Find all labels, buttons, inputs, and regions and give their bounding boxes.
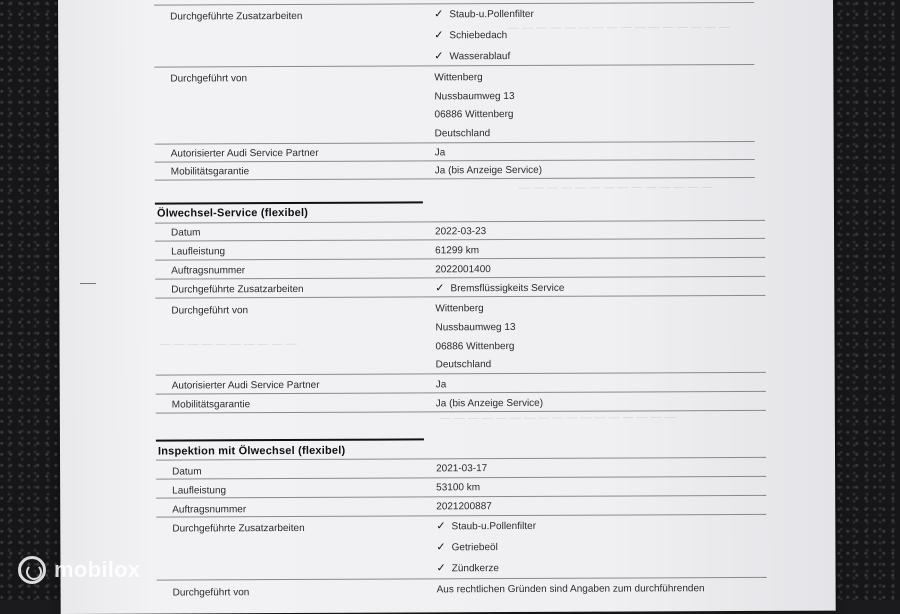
section-title: Ölwechsel-Service (flexibel) xyxy=(156,206,309,220)
row-label: Autorisierter Audi Service Partner xyxy=(171,379,320,392)
row-label: Durchgeführte Zusatzarbeiten xyxy=(171,283,304,296)
row-divider xyxy=(154,64,754,68)
show-through-text: — — — — — — — — — — — — — — — — — xyxy=(439,411,676,425)
row-value: Aus rechtlichen Gründen sind Angaben zum durchführenden xyxy=(436,583,705,596)
check-item: ✓ Staub-u.Pollenfilter xyxy=(434,8,534,21)
row-value: 61299 km xyxy=(435,245,480,257)
row-divider xyxy=(155,220,765,224)
row-value: 2021-03-17 xyxy=(436,463,488,475)
check-item: ✓ Zündkerze xyxy=(436,562,500,575)
row-label: Mobilitätsgarantie xyxy=(170,166,250,178)
row-value: 2022-03-23 xyxy=(435,226,487,238)
show-through-text: — — — — — — — — — — — — — — xyxy=(518,181,713,194)
row-value: Ja xyxy=(435,379,447,391)
row-divider xyxy=(155,141,755,145)
row-value: 2022001400 xyxy=(435,264,491,276)
row-divider xyxy=(154,2,754,6)
address-line: Nussbaumweg 13 xyxy=(435,322,516,334)
address-line: Wittenberg xyxy=(435,303,484,315)
row-label: Datum xyxy=(171,227,201,239)
row-label: Mobilitätsgarantie xyxy=(171,399,251,411)
row-value: 2021200887 xyxy=(436,501,492,513)
row-divider xyxy=(156,495,766,499)
row-label: Laufleistung xyxy=(171,246,226,258)
row-label: Autorisierter Audi Service Partner xyxy=(170,147,319,160)
checkmark-icon: ✓ xyxy=(436,520,446,533)
row-divider xyxy=(156,372,766,376)
show-through-text: — — — — — — — — — — — — — — — — xyxy=(508,21,731,35)
row-divider xyxy=(156,514,766,518)
row-label: Durchgeführte Zusatzarbeiten xyxy=(170,10,303,23)
show-through-text: — — — — — — — — — — xyxy=(159,337,298,351)
address-line: Nussbaumweg 13 xyxy=(434,91,515,103)
row-divider xyxy=(155,257,765,261)
row-divider xyxy=(156,457,766,461)
service-document xyxy=(58,0,836,614)
checkmark-icon: ✓ xyxy=(436,541,446,554)
address-line: 06886 Wittenberg xyxy=(434,109,514,121)
row-label: Laufleistung xyxy=(172,485,227,497)
checkmark-icon: ✓ xyxy=(434,8,444,21)
check-item: ✓ Wasserablauf xyxy=(434,50,511,63)
row-divider xyxy=(155,238,765,242)
watermark-text: mobilox xyxy=(54,557,141,582)
check-item: ✓ Getriebeöl xyxy=(436,541,498,554)
row-label: Durchgeführt von xyxy=(171,305,249,317)
checkmark-icon: ✓ xyxy=(434,50,444,63)
check-item: ✓ Schiebedach xyxy=(434,29,508,42)
checkmark-icon: ✓ xyxy=(435,282,445,295)
row-divider xyxy=(155,276,765,280)
checkmark-icon: ✓ xyxy=(434,29,444,42)
section-rule xyxy=(155,201,423,204)
row-label: Durchgeführte Zusatzarbeiten xyxy=(172,522,305,535)
row-value: Ja (bis Anzeige Service) xyxy=(434,164,543,177)
row-label: Auftragsnummer xyxy=(171,265,246,277)
check-item: ✓ Staub-u.Pollenfilter xyxy=(436,520,537,533)
checkmark-icon: ✓ xyxy=(436,562,446,575)
row-label: Auftragsnummer xyxy=(172,504,247,516)
row-divider xyxy=(157,577,767,581)
margin-mark xyxy=(80,283,96,284)
row-label: Durchgeführt von xyxy=(170,73,248,85)
address-line: Deutschland xyxy=(434,128,491,140)
row-value: Ja xyxy=(434,147,446,159)
watermark-logo xyxy=(18,556,140,584)
address-line: Wittenberg xyxy=(434,72,483,84)
row-label: Datum xyxy=(172,466,202,478)
row-divider xyxy=(156,476,766,480)
row-value: 53100 km xyxy=(436,482,481,494)
check-item: ✓ Bremsflüssigkeits Service xyxy=(435,282,565,295)
address-line: 06886 Wittenberg xyxy=(435,341,515,353)
row-label: Durchgeführt von xyxy=(172,587,250,599)
section-rule xyxy=(156,438,424,441)
section-title: Inspektion mit Ölwechsel (flexibel) xyxy=(157,444,346,458)
row-value: Ja (bis Anzeige Service) xyxy=(435,397,544,410)
address-line: Deutschland xyxy=(435,359,492,371)
mobilox-logo-icon xyxy=(18,556,46,584)
